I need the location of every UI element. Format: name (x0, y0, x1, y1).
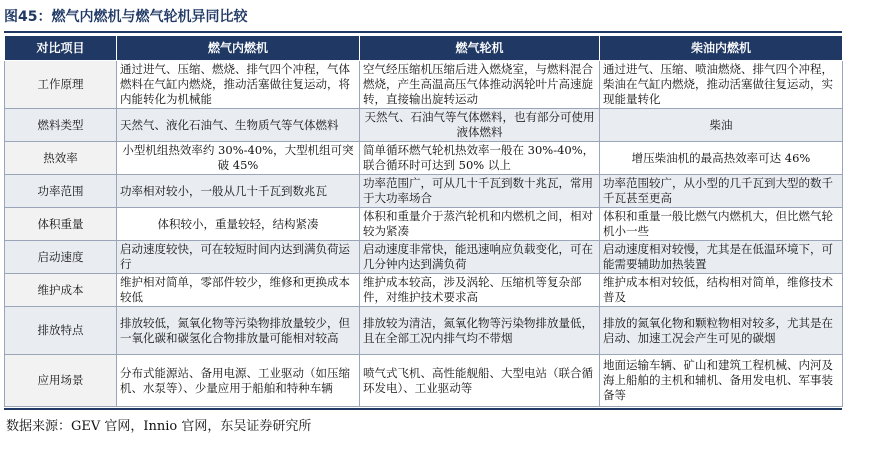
table-cell: 柴油 (600, 109, 843, 142)
row-label: 工作原理 (5, 61, 117, 109)
table-row (5, 175, 843, 208)
row-label: 功率范围 (5, 175, 117, 208)
table-row (5, 307, 843, 355)
table-row (5, 355, 843, 407)
table-cell: 排放较低，氮氧化物等污染物排放量较少，但一氧化碳和碳氢化合物排放量可能相对较高 (117, 307, 360, 355)
table-cell: 小型机组热效率约 30%-40%，大型机组可突破 45% (117, 142, 360, 175)
table-cell: 天然气、液化石油气、生物质气等气体燃料 (117, 109, 360, 142)
header-gas-turbine: 燃气轮机 (360, 36, 600, 61)
table-cell: 功率相对较小，一般从几十千瓦到数兆瓦 (117, 175, 360, 208)
row-label: 启动速度 (5, 241, 117, 274)
row-label: 燃料类型 (5, 109, 117, 142)
figure-title: 图45：燃气内燃机与燃气轮机异同比较 (4, 9, 248, 25)
table-cell: 天然气、石油气等气体燃料，也有部分可使用液体燃料 (360, 109, 600, 142)
table-cell: 地面运输车辆、矿山和建筑工程机械、内河及海上船舶的主机和辅机、备用发电机、军事装备等 (600, 355, 843, 407)
table-cell: 排放的氮氧化物和颗粒物相对较多，尤其是在启动、加速工况会产生可见的碳烟 (600, 307, 843, 355)
table-cell: 体积和重量一般比燃气内燃机大，但比燃气轮机小一些 (600, 208, 843, 241)
table-cell: 功率范围广，可从几十千瓦到数十兆瓦，常用于大功率场合 (360, 175, 600, 208)
header-compare-item: 对比项目 (5, 36, 117, 61)
table-cell: 空气经压缩机压缩后进入燃烧室，与燃料混合燃烧，产生高温高压气体推动涡轮叶片高速旋转，直接输出旋转运动 (360, 61, 600, 109)
bottom-rule (4, 408, 842, 410)
source-note: 数据来源：GEV 官网，Innio 官网，东吴证券研究所 (6, 419, 312, 434)
table-cell: 体积较小，重量较轻，结构紧凑 (117, 208, 360, 241)
table-cell: 维护成本相对较低，结构相对简单，维修技术普及 (600, 274, 843, 307)
header-gas-engine: 燃气内燃机 (117, 36, 360, 61)
row-label: 体积重量 (5, 208, 117, 241)
table-cell: 启动速度较快，可在较短时间内达到满负荷运行 (117, 241, 360, 274)
comparison-table (4, 35, 843, 407)
table-cell: 功率范围较广，从小型的几千瓦到大型的数千千瓦甚至更高 (600, 175, 843, 208)
table-cell: 通过进气、压缩、燃烧、排气四个冲程，气体燃料在气缸内燃烧，推动活塞做往复运动，将内能转化为机械能 (117, 61, 360, 109)
table-cell: 简单循环燃气轮机热效率一般在 30%-40%，联合循环时可达到 50% 以上 (360, 142, 600, 175)
row-label: 排放特点 (5, 307, 117, 355)
table-header-row (5, 36, 843, 61)
top-rule (4, 31, 842, 33)
table-row (5, 208, 843, 241)
row-label: 热效率 (5, 142, 117, 175)
row-label: 维护成本 (5, 274, 117, 307)
table-cell: 启动速度相对较慢，尤其是在低温环境下，可能需要辅助加热装置 (600, 241, 843, 274)
table-cell: 启动速度非常快，能迅速响应负载变化，可在几分钟内达到满负荷 (360, 241, 600, 274)
table-row (5, 142, 843, 175)
table-row (5, 241, 843, 274)
table-cell: 增压柴油机的最高热效率可达 46% (600, 142, 843, 175)
table-cell: 维护成本较高，涉及涡轮、压缩机等复杂部件，对维护技术要求高 (360, 274, 600, 307)
table-cell: 通过进气、压缩、喷油燃烧、排气四个冲程，柴油在气缸内燃烧，推动活塞做往复运动，实现能量转化 (600, 61, 843, 109)
table-cell: 维护相对简单，零部件较少，维修和更换成本较低 (117, 274, 360, 307)
table-row (5, 61, 843, 109)
table-cell: 排放较为清洁，氮氧化物等污染物排放量低，且在全部工况内排气均不带烟 (360, 307, 600, 355)
table-row (5, 274, 843, 307)
row-label: 应用场景 (5, 355, 117, 407)
header-diesel-engine: 柴油内燃机 (600, 36, 843, 61)
table-row (5, 109, 843, 142)
table-cell: 分布式能源站、备用电源、工业驱动（如压缩机、水泵等）、少量应用于船舶和特种车辆 (117, 355, 360, 407)
table-cell: 体积和重量介于蒸汽轮机和内燃机之间，相对较为紧凑 (360, 208, 600, 241)
table-cell: 喷气式飞机、高性能舰船、大型电站（联合循环发电）、工业驱动等 (360, 355, 600, 407)
